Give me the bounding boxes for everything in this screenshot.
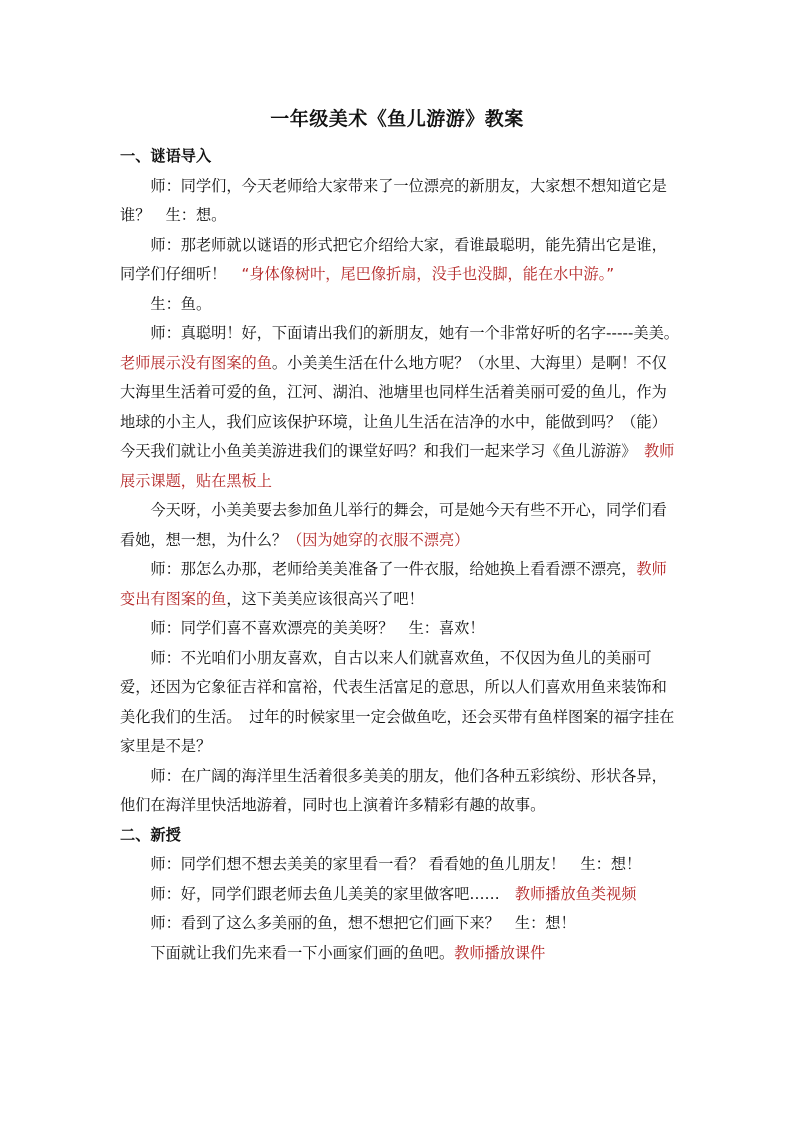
paragraph-13-text: 下面就让我们先来看一下小画家们画的鱼吧。 [150,943,455,962]
paragraph-8-text: 师：不光咱们小朋友喜欢，自古以来人们就喜欢鱼，不仅因为鱼儿的美丽可爱，还因为它象征吉祥和富裕，代表生活富足的意思，所以人们喜欢用鱼来装饰和美化我们的生活。 过年的时候家里一定会做鱼吃，还会买带有鱼样图案的福字挂在家里是不是？ [120,648,675,755]
paragraph-1 [120,172,680,231]
teacher-action-show-title: 教师展示课题，贴在黑板上 [120,442,675,490]
paragraph-6-text-a: 师：那怎么办那，老师给美美准备了一件衣服，给她换上看看漂不漂亮， [150,560,637,578]
riddle-text: “身体像树叶，尾巴像折扇，没手也没脚，能在水中游。” [241,265,615,283]
paragraph-11-text: 师：好，同学们跟老师去鱼儿美美的家里做客吧…… [150,884,515,903]
paragraph-6-text-b: ，这下美美应该很高兴了吧！ [226,589,424,608]
paragraph-2 [120,231,680,290]
teacher-action-show-fish: 老师展示没有图案的鱼 [120,353,272,372]
paragraph-5-text: 今天呀，小美美要去参加鱼儿举行的舞会，可是她今天有些不开心，同学们看看她，想一想，为什么？ [120,501,667,549]
paragraph-1-text: 师：同学们，今天老师给大家带来了一位漂亮的新朋友，大家想不想知道它是谁？ 生：想。 [120,176,667,224]
paragraph-12 [120,909,680,939]
teacher-action-patterned-fish: 教师变出有图案的鱼 [120,560,667,608]
paragraph-8 [120,644,680,762]
paragraph-4 [120,319,680,496]
section-heading-1: 一、谜语导入 [120,147,212,165]
paragraph-3 [120,290,680,320]
teacher-action-play-video: 教师播放鱼类视频 [514,884,637,903]
section-heading-2: 二、新授 [120,825,181,844]
paragraph-10-text: 师：同学们想不想去美美的家里看一看？ 看看她的鱼儿朋友！ 生：想！ [150,855,642,873]
paragraph-5 [120,496,680,555]
paragraph-7 [120,614,680,644]
paragraph-9 [120,762,680,821]
paragraph-6 [120,555,680,614]
paragraph-2-text: 师：那老师就以谜语的形式把它介绍给大家，看谁最聪明，能先猜出它是谁，同学们仔细听！ [120,235,667,283]
paragraph-3-text: 生：鱼。 [150,294,212,313]
document-title: 一年级美术《鱼儿游游》教案 [270,108,524,130]
teacher-action-play-slides: 教师播放课件 [454,943,546,962]
student-answer-clothes: （因为她穿的衣服不漂亮） [287,530,470,549]
paragraph-12-text: 师：看到了这么多美丽的鱼，想不想把它们画下来？ 生：想！ [150,914,576,932]
paragraph-13 [120,939,680,969]
paragraph-4-text-b: 。小美美生活在什么地方呢？（水里、大海里）是啊！不仅大海里生活着可爱的鱼，江河、湖泊、池塘里也同样生活着美丽可爱的鱼儿，作为地球的小主人，我们应该保护环境，让鱼儿生活在洁净的水中，能做到吗？（能）今天我们就让小鱼美美游进我们的课堂好吗？和我们一起来学习《鱼儿游游》 [120,353,667,460]
paragraph-9-text: 师：在广阔的海洋里生活着很多美美的朋友，他们各种五彩缤纷、形状各异，他们在海洋里快活地游着，同时也上演着许多精彩有趣的故事。 [120,766,667,814]
document-body [120,142,680,968]
paragraph-10 [120,850,680,880]
paragraph-11 [120,880,680,910]
paragraph-7-text: 师：同学们喜不喜欢漂亮的美美呀？ 生：喜欢！ [150,619,485,637]
paragraph-4-text-a: 师：真聪明！好，下面请出我们的新朋友，她有一个非常好听的名字-----美美。 [150,324,679,342]
